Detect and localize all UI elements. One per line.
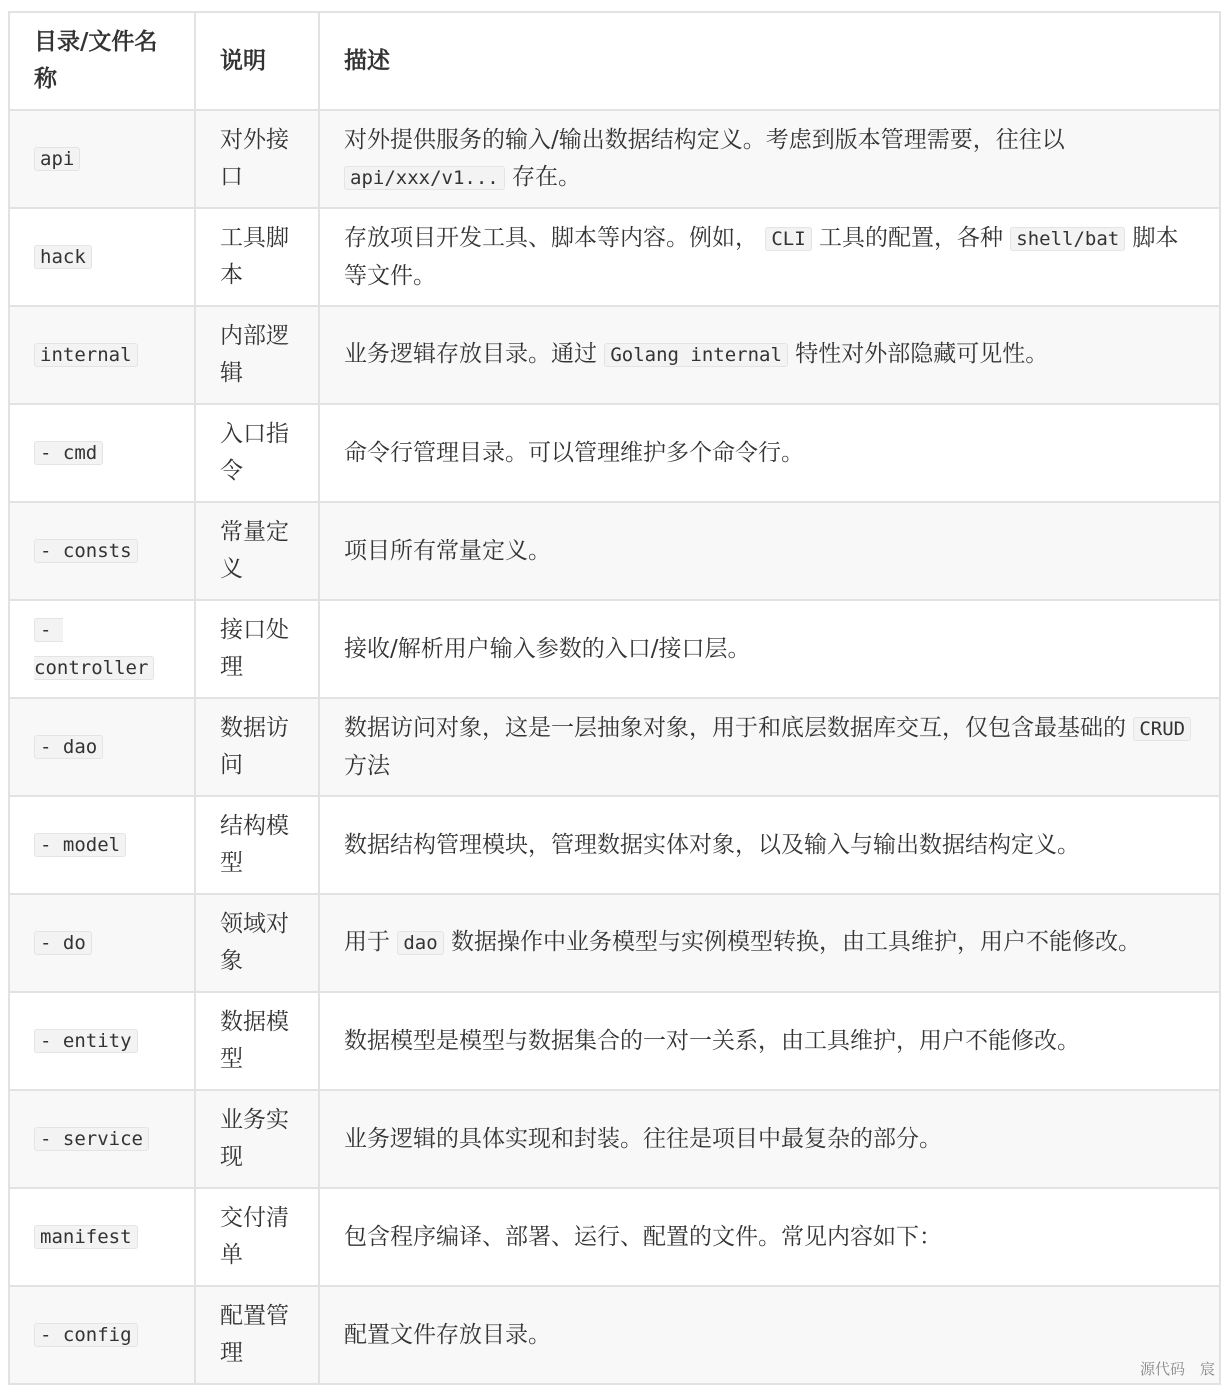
inline-code: CRUD [1133,717,1191,741]
description-text: 数据模型是模型与数据集合的一对一关系，由工具维护，用户不能修改。 [344,1027,1080,1054]
cell-name [9,306,195,404]
description-text: 数据结构管理模块，管理数据实体对象，以及输入与输出数据结构定义。 [344,831,1080,858]
header-name: 目录/文件名称 [9,12,195,110]
directory-name-code: - model [34,833,126,857]
cell-description [319,698,1220,796]
description-text: 脚本等文件。 [344,224,1179,289]
directory-name-code: - consts [34,539,138,563]
directory-name-code: - do [34,931,92,955]
cell-name [9,600,195,698]
cell-description [319,404,1220,502]
watermark-text: 源代码 宸 [1139,1360,1215,1378]
cell-label: 业务实现 [195,1090,319,1188]
description-text: 工具的配置，各种 [811,224,1011,251]
cell-description [319,110,1220,208]
inline-code: api/xxx/v1... [344,166,505,190]
cell-label: 数据访问 [195,698,319,796]
cell-name [9,502,195,600]
description-text: 存在。 [504,163,582,190]
cell-name [9,698,195,796]
table-row [9,110,1220,208]
cell-description [319,1286,1220,1384]
cell-name [9,1090,195,1188]
description-text: 包含程序编译、部署、运行、配置的文件。常见内容如下： [344,1223,942,1250]
directory-name-code: - dao [34,735,103,759]
cell-description [319,1090,1220,1188]
description-text: 数据访问对象，这是一层抽象对象，用于和底层数据库交互，仅包含最基础的 [344,714,1134,741]
cell-description [319,502,1220,600]
cell-label: 数据模型 [195,992,319,1090]
table-row [9,796,1220,894]
table-row [9,1188,1220,1286]
directory-name-code: - controller [34,618,154,680]
inline-code: Golang internal [604,343,788,367]
directory-name-code: api [34,147,80,171]
cell-description [319,894,1220,992]
inline-code: dao [397,931,443,955]
description-text: 对外提供服务的输入/输出数据结构定义。考虑到版本管理需要，往往以 [344,126,1065,153]
cell-name [9,1286,195,1384]
inline-code: CLI [765,227,811,251]
cell-name [9,1188,195,1286]
table-row [9,992,1220,1090]
cell-label: 结构模型 [195,796,319,894]
cell-description [319,306,1220,404]
cell-label: 入口指令 [195,404,319,502]
directory-name-code: - entity [34,1029,138,1053]
description-text: 存放项目开发工具、脚本等内容。例如， [344,224,766,251]
description-text: 项目所有常量定义。 [344,537,551,564]
cell-name [9,992,195,1090]
description-text: 特性对外部隐藏可见性。 [787,341,1049,367]
cell-label: 工具脚本 [195,208,319,306]
inline-code: shell/bat [1010,227,1125,251]
cell-name [9,796,195,894]
header-row [9,12,1220,110]
cell-label: 领域对象 [195,894,319,992]
cell-description [319,992,1220,1090]
cell-description [319,208,1220,306]
cell-name [9,894,195,992]
cell-label: 对外接口 [195,110,319,208]
description-text: 数据操作中业务模型与实例模型转换，由工具维护，用户不能修改。 [443,929,1141,955]
directory-name-code: - cmd [34,441,103,465]
description-text: 方法 [344,752,390,779]
description-text: 配置文件存放目录。 [344,1321,551,1348]
description-text: 接收/解析用户输入参数的入口/接口层。 [344,635,751,662]
directory-name-code: manifest [34,1225,138,1249]
description-text: 命令行管理目录。可以管理维护多个命令行。 [344,439,804,466]
table-row [9,894,1220,992]
cell-label: 常量定义 [195,502,319,600]
cell-label: 配置管理 [195,1286,319,1384]
table-row [9,502,1220,600]
header-description: 描述 [319,12,1220,110]
cell-name [9,208,195,306]
table-row [9,1286,1220,1384]
table-row [9,1090,1220,1188]
table-row [9,698,1220,796]
description-text: 用于 [344,929,398,955]
directory-name-code: - service [34,1127,149,1151]
table-row [9,306,1220,404]
cell-label: 接口处理 [195,600,319,698]
cell-name [9,404,195,502]
directory-name-code: - config [34,1323,138,1347]
directory-table [8,11,1221,1385]
description-text: 业务逻辑存放目录。通过 [344,341,605,367]
cell-label: 交付清单 [195,1188,319,1286]
cell-name [9,110,195,208]
table-row [9,600,1220,698]
table-header [9,12,1220,110]
cell-description [319,600,1220,698]
table-body [9,110,1220,1384]
table-row [9,404,1220,502]
cell-label: 内部逻辑 [195,306,319,404]
directory-name-code: hack [34,245,92,269]
header-label: 说明 [195,12,319,110]
table-row [9,208,1220,306]
directory-name-code: internal [34,343,138,367]
description-text: 业务逻辑的具体实现和封装。往往是项目中最复杂的部分。 [344,1125,942,1152]
cell-description [319,1188,1220,1286]
cell-description [319,796,1220,894]
